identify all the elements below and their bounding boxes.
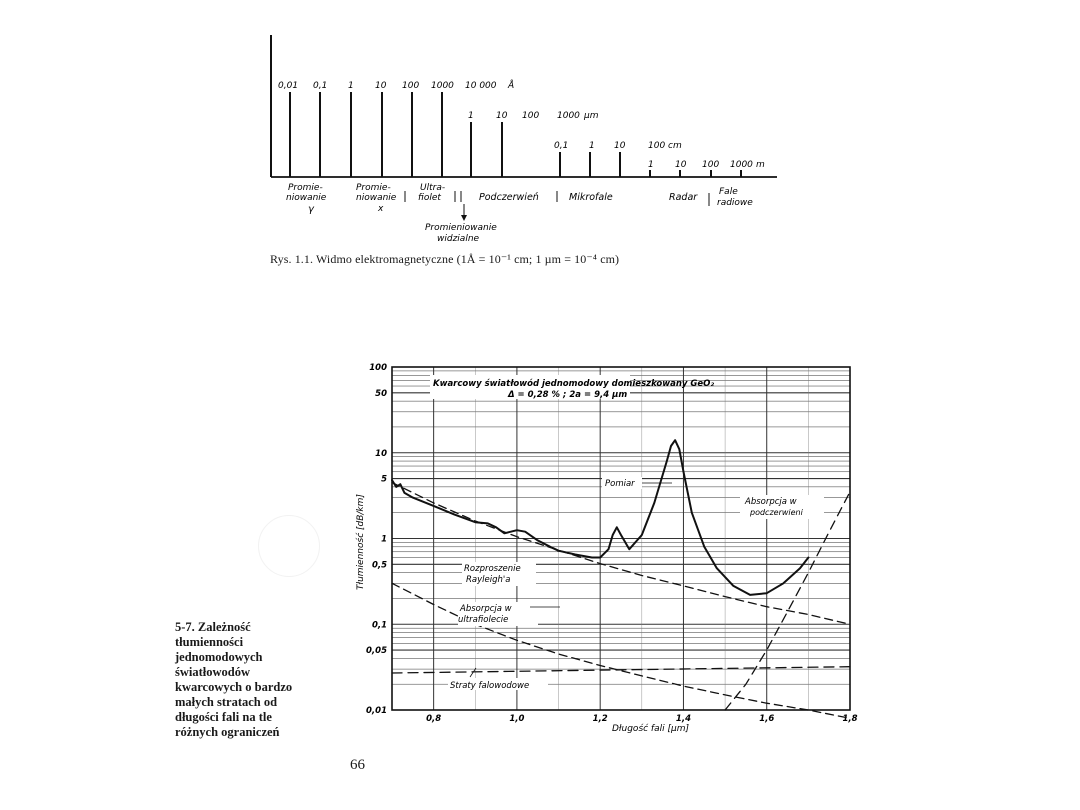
tick-label-r1-3: 10 (375, 81, 387, 91)
tick-label-r1-0: 0,01 (278, 81, 299, 91)
y-tick-label: 5 (381, 474, 387, 485)
chart-grid (392, 367, 850, 710)
x-tick-label: 0,8 (426, 714, 442, 724)
tick-label-r2-2: 100 (522, 111, 540, 121)
y-tick-label: 0,1 (371, 620, 387, 631)
tick-label-r3-1: 1 (589, 141, 595, 151)
y-tick-labels (366, 363, 387, 716)
band-xray-symbol: x (378, 204, 384, 214)
caption-line: tłumienności (175, 635, 244, 649)
x-tick-label: 1,6 (759, 714, 775, 724)
spectrum-row-2 (468, 111, 599, 177)
annotation-uv-absorption-1: Absorpcja w (460, 604, 512, 614)
band-microwave: Mikrofale (569, 192, 613, 203)
visible-arrowhead (461, 215, 467, 221)
x-axis-title: Długość fali [µm] (612, 724, 689, 734)
caption-line: jednomodowych (175, 650, 263, 664)
figure-caption-spectrum: Rys. 1.1. Widmo elektromagnetyczne (1Å = 10⁻¹ cm; 1 µm = 10⁻⁴ cm) (270, 252, 620, 266)
figure-caption-attenuation (175, 620, 335, 740)
tick-label-r4-unit: m (756, 160, 765, 170)
attenuation-chart (350, 355, 860, 745)
spectrum-band-labels (286, 183, 753, 244)
tick-label-r3-unit: cm (668, 141, 682, 151)
chart-subtitle: Δ = 0,28 % ; 2a = 9,4 µm (508, 390, 628, 400)
band-uv-line2: fiolet (418, 193, 441, 203)
x-tick-label: 1,2 (592, 714, 608, 724)
tick-label-r2-3: 1000 (557, 111, 580, 121)
y-tick-label: 1 (381, 534, 387, 545)
spectrum-row-1 (278, 79, 514, 177)
x-tick-label: 1,4 (675, 714, 691, 724)
spectrum-row-3 (554, 141, 682, 177)
spectrum-row-4 (648, 160, 765, 177)
x-tick-label: 1,0 (509, 714, 525, 724)
caption-line: kwarcowych o bardzo (175, 680, 293, 694)
caption-line: małych stratach od (175, 695, 278, 709)
y-tick-label: 100 (369, 363, 387, 373)
tick-label-r1-5: 1000 (431, 81, 454, 91)
annotation-uv-absorption-2: ultrafiolecie (458, 615, 509, 625)
band-uv-line1: Ultra- (420, 183, 446, 193)
tick-label-r1-unit: Å (508, 81, 515, 91)
x-tick-labels (426, 714, 858, 724)
tick-label-r1-6: 10 000 (465, 81, 497, 91)
caption-line: różnych ograniczeń (175, 725, 280, 739)
band-radio-line1: Fale (719, 187, 738, 197)
band-infrared: Podczerwień (479, 192, 539, 203)
band-xray-line2: niowanie (356, 193, 397, 203)
tick-label-r1-2: 1 (348, 81, 354, 91)
tick-label-r4-0: 1 (648, 160, 654, 170)
band-xray-line1: Promie- (356, 183, 391, 193)
y-tick-label: 50 (375, 388, 387, 399)
tick-label-r2-1: 10 (496, 111, 508, 121)
annotation-measured: Pomiar (605, 479, 635, 489)
chart-title: Kwarcowy światłowód jednomodowy domieszkowany GeO₂ (433, 379, 715, 389)
annotation-ir-absorption-2: podczerwieni (750, 508, 803, 517)
annotation-rayleigh-2: Rayleigh'a (466, 575, 511, 585)
y-axis-title: Tłumienność [dB/km] (356, 494, 366, 590)
tick-label-r4-2: 100 (702, 160, 720, 170)
band-gamma-line2: niowanie (286, 193, 327, 203)
tick-label-r4-3: 1000 (730, 160, 753, 170)
y-tick-label: 0,5 (371, 560, 387, 571)
annotation-waveguide: Straty falowodowe (450, 681, 530, 691)
y-tick-label: 10 (375, 448, 387, 459)
series-line-3 (392, 667, 850, 673)
caption-line: światłowodów (175, 665, 251, 679)
tick-label-r4-1: 10 (675, 160, 687, 170)
tick-label-r2-unit: µm (584, 111, 599, 121)
band-gamma-symbol: γ (308, 204, 314, 215)
tick-label-r1-4: 100 (402, 81, 420, 91)
band-visible-line1: Promieniowanie (425, 223, 497, 233)
y-tick-label: 0,01 (366, 706, 387, 716)
em-spectrum-diagram (262, 30, 802, 245)
annotation-ir-absorption-1: Absorpcja w (745, 497, 797, 507)
caption-line: 5-7. Zależność (175, 620, 251, 634)
band-radio-line2: radiowe (717, 198, 753, 208)
page-number: 66 (350, 757, 365, 773)
band-visible-line2: widzialne (437, 234, 480, 244)
band-gamma-line1: Promie- (288, 183, 323, 193)
scan-artifact (258, 515, 320, 577)
y-tick-label: 0,05 (366, 646, 387, 657)
tick-label-r3-2: 10 (614, 141, 626, 151)
caption-line: długości fali na tle (175, 710, 272, 724)
x-tick-label: 1,8 (842, 714, 858, 724)
tick-label-r2-0: 1 (468, 111, 474, 121)
annotation-rayleigh-1: Rozproszenie (464, 564, 521, 574)
tick-label-r3-3: 100 (648, 141, 666, 151)
tick-label-r3-0: 0,1 (554, 141, 569, 151)
band-radar: Radar (669, 192, 698, 203)
tick-label-r1-1: 0,1 (313, 81, 328, 91)
